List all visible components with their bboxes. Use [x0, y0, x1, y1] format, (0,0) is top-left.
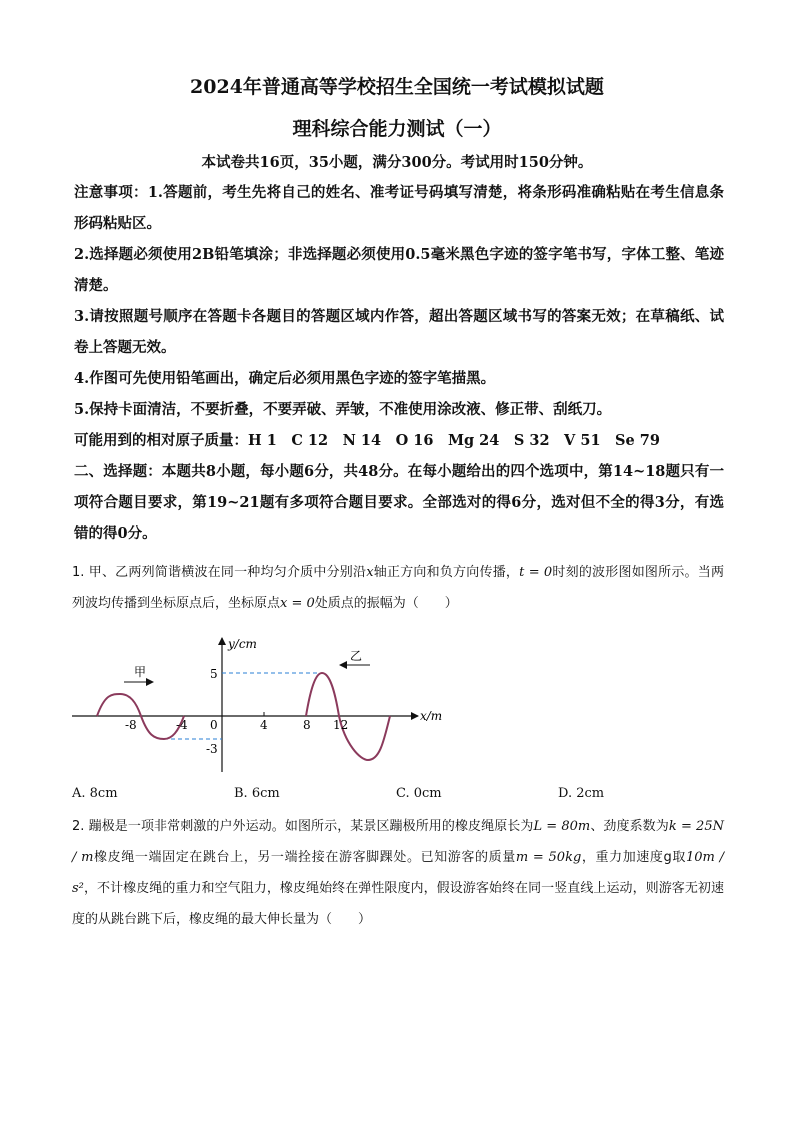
q2-text-3: 橡皮绳一端固定在跳台上，另一端拴接在游客脚踝处。已知游客的质量 — [93, 850, 516, 865]
question-1 — [72, 557, 724, 619]
wave-figure — [0, 632, 794, 782]
q2-text-5: ，不计橡皮绳的重力和空气阻力，橡皮绳始终在弹性限度内，假设游客始终在同一竖直线上运动，则游客无初速度的从跳台跳下后，橡皮绳的最大伸长量为（ ） — [72, 881, 724, 927]
notice-2: 2.选择题必须使用2B铅笔填涂；非选择题必须使用0.5毫米黑色字迹的签字笔书写，字体工整、笔迹清楚。 — [74, 246, 724, 294]
tick-x-neg8: -8 — [125, 718, 137, 732]
exam-info: 本试卷共16页，35小题，满分300分。考试用时150分钟。 — [201, 154, 593, 171]
question-2 — [72, 811, 724, 935]
q1-options — [72, 786, 724, 806]
q2-math-L: L = 80m — [533, 819, 591, 834]
tick-x-neg4: -4 — [176, 718, 188, 732]
q2-text-4: ，重力加速度g取 — [581, 850, 686, 865]
tick-y-5: 5 — [210, 667, 218, 681]
q1-text-3: 时刻的波形图如图所示。当两列波均传播到坐标原点后，坐标原点 — [72, 565, 724, 611]
tick-y-neg3: -3 — [206, 742, 218, 756]
option-c[interactable]: C. 0cm — [396, 786, 442, 801]
q2-math-k: k = 25N / m — [72, 819, 724, 865]
q1-var-x: x — [366, 565, 374, 580]
option-b[interactable]: B. 6cm — [234, 786, 280, 801]
x-axis-label: x/m — [420, 709, 443, 723]
q1-math-t: t = 0 — [519, 565, 553, 580]
option-d[interactable]: D. 2cm — [558, 786, 605, 801]
q1-text-1: 1. 甲、乙两列简谐横波在同一种均匀介质中分别沿 — [72, 565, 367, 580]
q1-text-4: 处质点的振幅为（ ） — [314, 596, 458, 611]
wave-a-label: 甲 — [134, 665, 147, 679]
tick-x-8: 8 — [303, 718, 311, 732]
notice-3: 3.请按照题号顺序在答题卡各题目的答题区域内作答，超出答题区域书写的答案无效；在草稿纸、试卷上答题无效。 — [74, 308, 724, 356]
q2-text-2: 、劲度系数为 — [590, 819, 669, 834]
notice-4: 4.作图可先使用铅笔画出，确定后必须用黑色字迹的签字笔描黑。 — [74, 370, 496, 387]
notice-5: 5.保持卡面清洁，不要折叠，不要弄破、弄皱，不准使用涂改液、修正带、刮纸刀。 — [74, 401, 612, 418]
notice-1: 注意事项：1.答题前，考生先将自己的姓名、准考证号码填写清楚，将条形码准确粘贴在考生信息条形码粘贴区。 — [74, 184, 724, 232]
y-axis-label: y/cm — [228, 637, 257, 651]
q1-text-2: 轴正方向和负方向传播， — [373, 565, 520, 580]
q2-math-g: 10m / s² — [72, 850, 724, 896]
wave-b-label: 乙 — [350, 649, 363, 663]
option-a[interactable]: A. 8cm — [72, 786, 118, 801]
atomic-masses: 可能用到的相对原子质量：H 1 C 12 N 14 O 16 Mg 24 S 32 V 51 Se 79 — [74, 432, 660, 449]
exam-title: 2024年普通高等学校招生全国统一考试模拟试题 — [190, 76, 604, 98]
exam-subtitle: 理科综合能力测试（一） — [292, 118, 502, 140]
section-instructions: 二、选择题：本题共8小题，每小题6分，共48分。在每小题给出的四个选项中，第14~18题只有一项符合题目要求，第19~21题有多项符合题目要求。全部选对的得6分，选对但不全的得3分，有选错的得0分。 — [74, 463, 724, 542]
q1-math-x: x = 0 — [280, 596, 315, 611]
q2-math-m: m = 50kg — [515, 850, 582, 865]
tick-x-0: 0 — [210, 718, 218, 732]
q2-text-1: 2. 蹦极是一项非常刺激的户外运动。如图所示，某景区蹦极所用的橡皮绳原长为 — [72, 819, 534, 834]
tick-x-4: 4 — [260, 718, 268, 732]
tick-x-12: 12 — [333, 718, 349, 732]
